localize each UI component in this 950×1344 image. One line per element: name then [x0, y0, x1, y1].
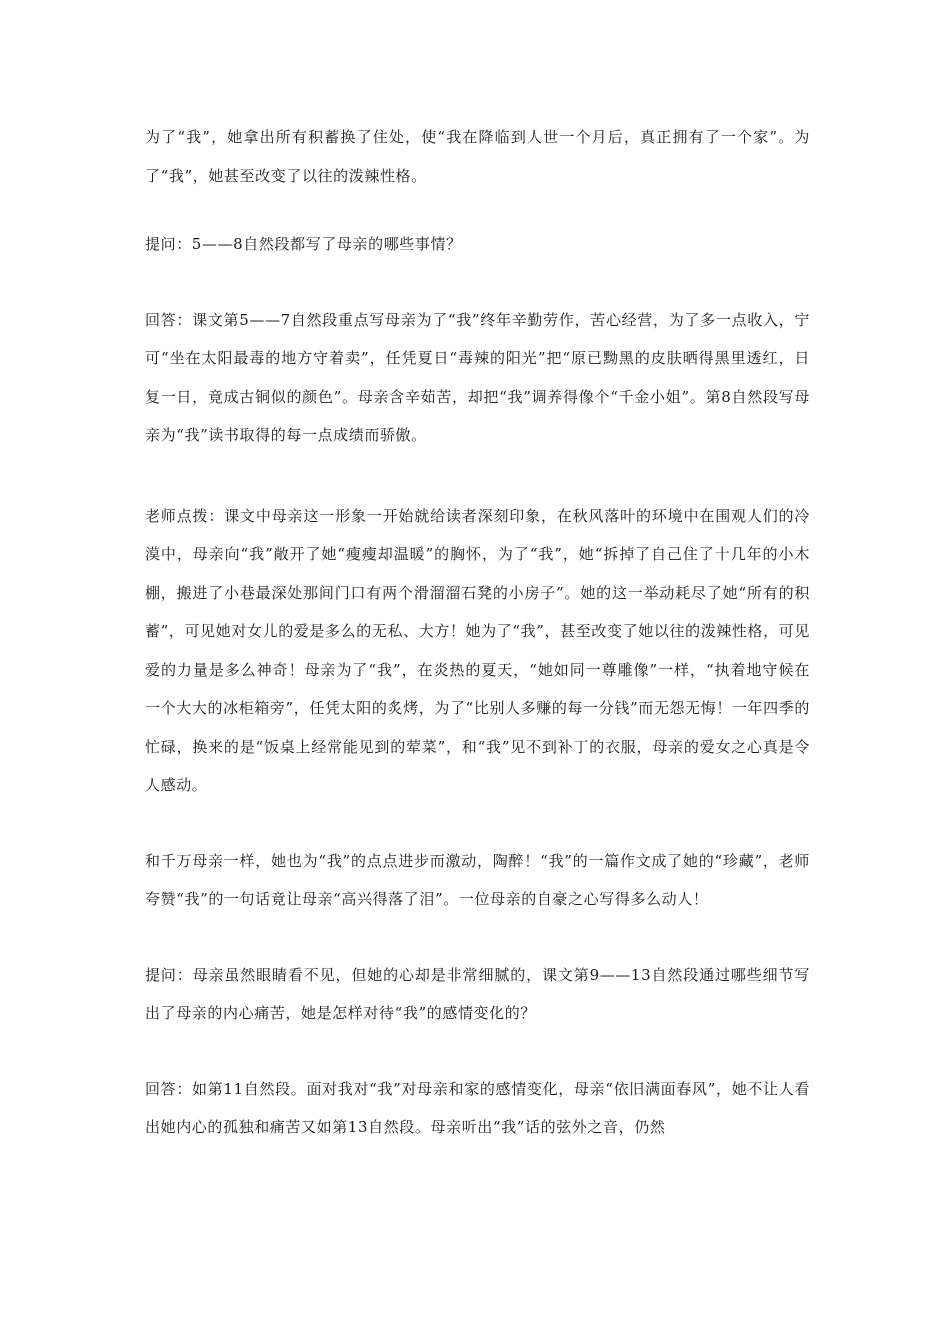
paragraph-spacer [145, 1033, 810, 1070]
question-paragraphs-5-8: 提问：5——8自然段都写了母亲的哪些事情？ [145, 235, 462, 253]
question-paragraphs-9-13: 提问：母亲虽然眼睛看不见，但她的心却是非常细腻的，课文第9——13自然段通过哪些细节写出了母亲的内心痛苦，她是怎样对待“我”的感情变化的？ [145, 965, 810, 1022]
answer-paragraphs-9-13: 回答：如第11自然段。面对我对“我”对母亲和家的感情变化，母亲“依旧满面春风”，她不让人看出她内心的孤独和痛苦又如第13自然段。母亲听出“我”话的弦外之音，仍然 [145, 1079, 810, 1136]
paragraph-spacer [145, 195, 810, 225]
paragraph-spacer [145, 264, 810, 301]
paragraph-spacer [145, 805, 810, 842]
paragraph-spacer [145, 919, 810, 956]
paragraph-spacer [145, 455, 810, 497]
teacher-guidance: 老师点拨：课文中母亲这一形象一开始就给读者深刻印象，在秋风落叶的环境中在围观人们的冷漠中，母亲向“我”敞开了她“瘦瘦却温暖”的胸怀，为了“我”，她“拆掉了自己住了十几年的小木棚，搬进了小巷最深处那间门口有两个滑溜溜石凳的小房子”。她的这一举动耗尽了她“所有的积蓄”，可见她对女儿的爱是多么的无私、大方！她为了“我”，甚至改变了她以往的泼辣性格，可见爱的力量是多么神奇！母亲为了“我”，在炎热的夏天，“她如同一尊雕像”一样，“执着地守候在一个大大的冰柜箱旁”，任凭太阳的炙烤，为了“比别人多赚的每一分钱”而无怨无悔！一年四季的忙碌，换来的是“饭桌上经常能见到的荤菜”，和“我”见不到补丁的衣服，母亲的爱女之心真是令人感动。 [145, 506, 810, 794]
document-page [145, 118, 810, 1147]
paragraph-housing: 为了“我”，她拿出所有积蓄换了住处，使“我在降临到人世一个月后，真正拥有了一个家”。为了“我”，她甚至改变了以往的泼辣性格。 [145, 128, 810, 185]
paragraph-pride: 和千万母亲一样，她也为“我”的点点进步而激动，陶醉！“我”的一篇作文成了她的“珍藏”，老师夸赞“我”的一句话竟让母亲“高兴得落了泪”。一位母亲的自豪之心写得多么动人！ [145, 851, 810, 908]
answer-paragraphs-5-8: 回答：课文第5——7自然段重点写母亲为了“我”终年辛勤劳作，苦心经营，为了多一点收入，宁可“坐在太阳最毒的地方守着卖”，任凭夏日“毒辣的阳光”把“原已黝黑的皮肤晒得黑里透红，日复一日，竟成古铜似的颜色”。母亲含辛茹苦，却把“我”调养得像个“千金小姐”。第8自然段写母亲为“我”读书取得的每一点成绩而骄傲。 [145, 310, 810, 444]
